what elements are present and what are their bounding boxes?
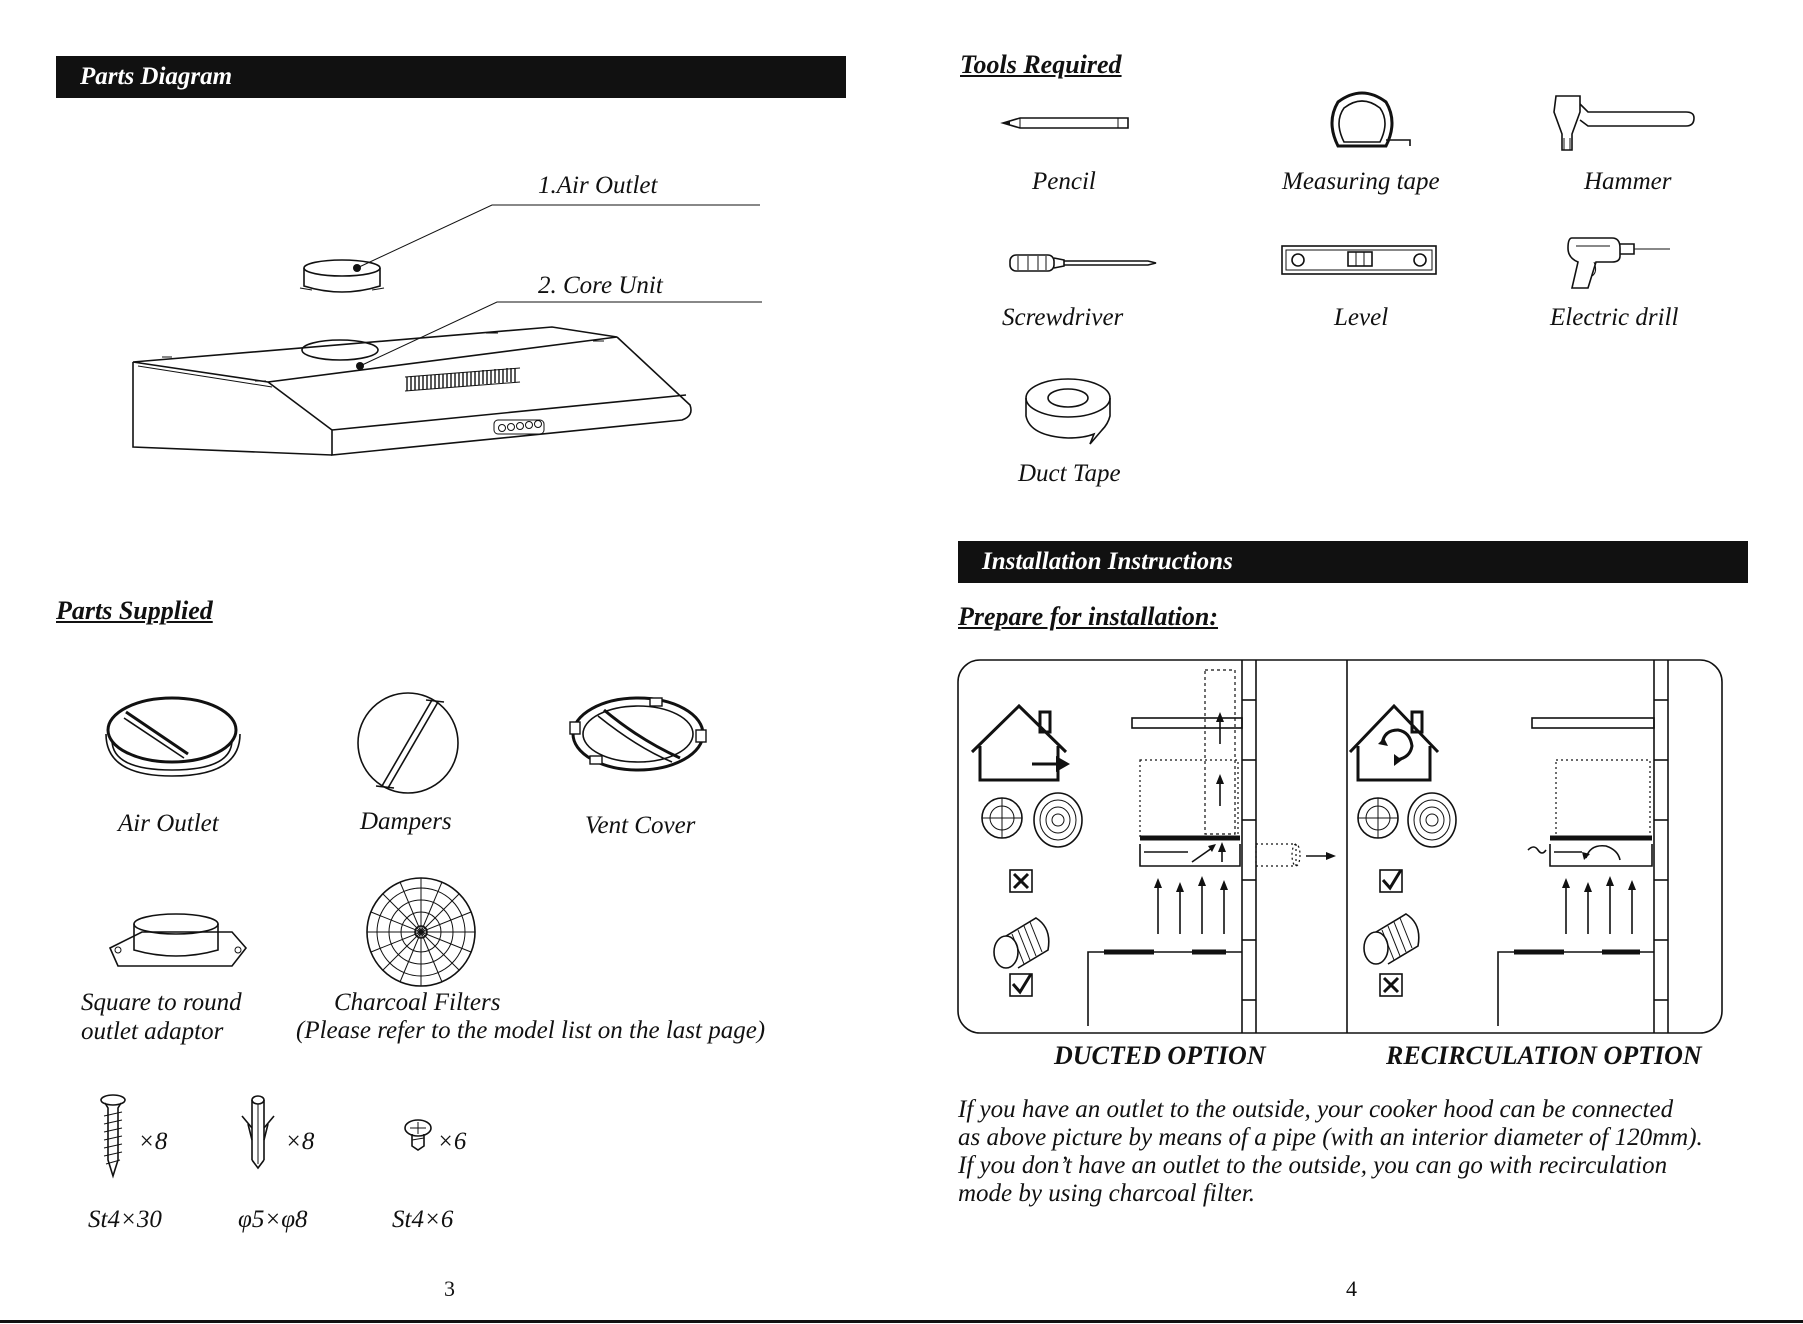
anchor-quantity: ×8 [285,1128,315,1155]
charcoal-filters-note: (Please refer to the model list on the last page) [296,1017,766,1044]
parts-supplied-heading: Parts Supplied [56,596,213,625]
charcoal-filters-label: Charcoal Filters [334,989,501,1016]
installation-instructions-heading-text: Installation Instructions [982,548,1233,575]
installation-instructions-heading [958,541,1748,583]
hammer-label: Hammer [1584,168,1672,195]
small-screw-quantity: ×6 [437,1128,467,1155]
recirculation-option-label: RECIRCULATION OPTION [1386,1041,1702,1070]
adaptor-label-line1: Square to round [81,989,242,1016]
screwdriver-label: Screwdriver [1002,304,1124,331]
recirculation-pipe-x-box [1380,974,1402,996]
screw-quantity: ×8 [138,1128,168,1155]
bottom-border-line [0,1320,1803,1323]
parts-diagram-heading-text: Parts Diagram [80,63,233,90]
anchor-spec: φ5×φ8 [238,1206,308,1233]
dampers-label: Dampers [360,808,452,835]
ducted-option-label: DUCTED OPTION [1054,1041,1266,1070]
paragraph-line-1: If you have an outlet to the outside, your cooker hood can be connected [958,1096,1674,1123]
recirculation-house-icon [1350,706,1438,780]
callout-core-unit: 2. Core Unit [538,272,663,299]
parts-diagram-heading [56,56,846,98]
prepare-installation-subheading: Prepare for installation: [958,602,1219,631]
adaptor-label-line2: outlet adaptor [81,1018,224,1045]
installation-paragraph [958,1096,1703,1208]
ducted-pipe-check-box [1010,974,1032,996]
electric-drill-label: Electric drill [1550,304,1679,331]
ducted-house-icon [972,706,1070,780]
paragraph-line-4: mode by using charcoal filter. [958,1180,1255,1207]
right-page-number: 4 [1346,1276,1357,1301]
paragraph-line-3: If you don’t have an outlet to the outside, you can go with recirculation [958,1152,1668,1179]
duct-tape-label: Duct Tape [1018,460,1121,487]
callout-air-outlet: 1.Air Outlet [538,172,658,199]
pencil-label: Pencil [1032,168,1096,195]
vent-cover-label: Vent Cover [585,812,696,839]
tools-required-heading: Tools Required [960,50,1122,79]
air-outlet-label: Air Outlet [118,810,219,837]
screw-spec: St4×30 [88,1206,162,1233]
paragraph-line-2: as above picture by means of a pipe (with an interior diameter of 120mm). [958,1124,1703,1151]
ducted-filter-x-box [1010,870,1032,892]
measuring-tape-label: Measuring tape [1282,168,1440,195]
small-screw-spec: St4×6 [392,1206,454,1233]
recirculation-filter-check-box [1380,870,1402,892]
installation-options-diagram [0,0,1,1]
level-label: Level [1334,304,1389,331]
left-page-number: 3 [444,1276,455,1301]
